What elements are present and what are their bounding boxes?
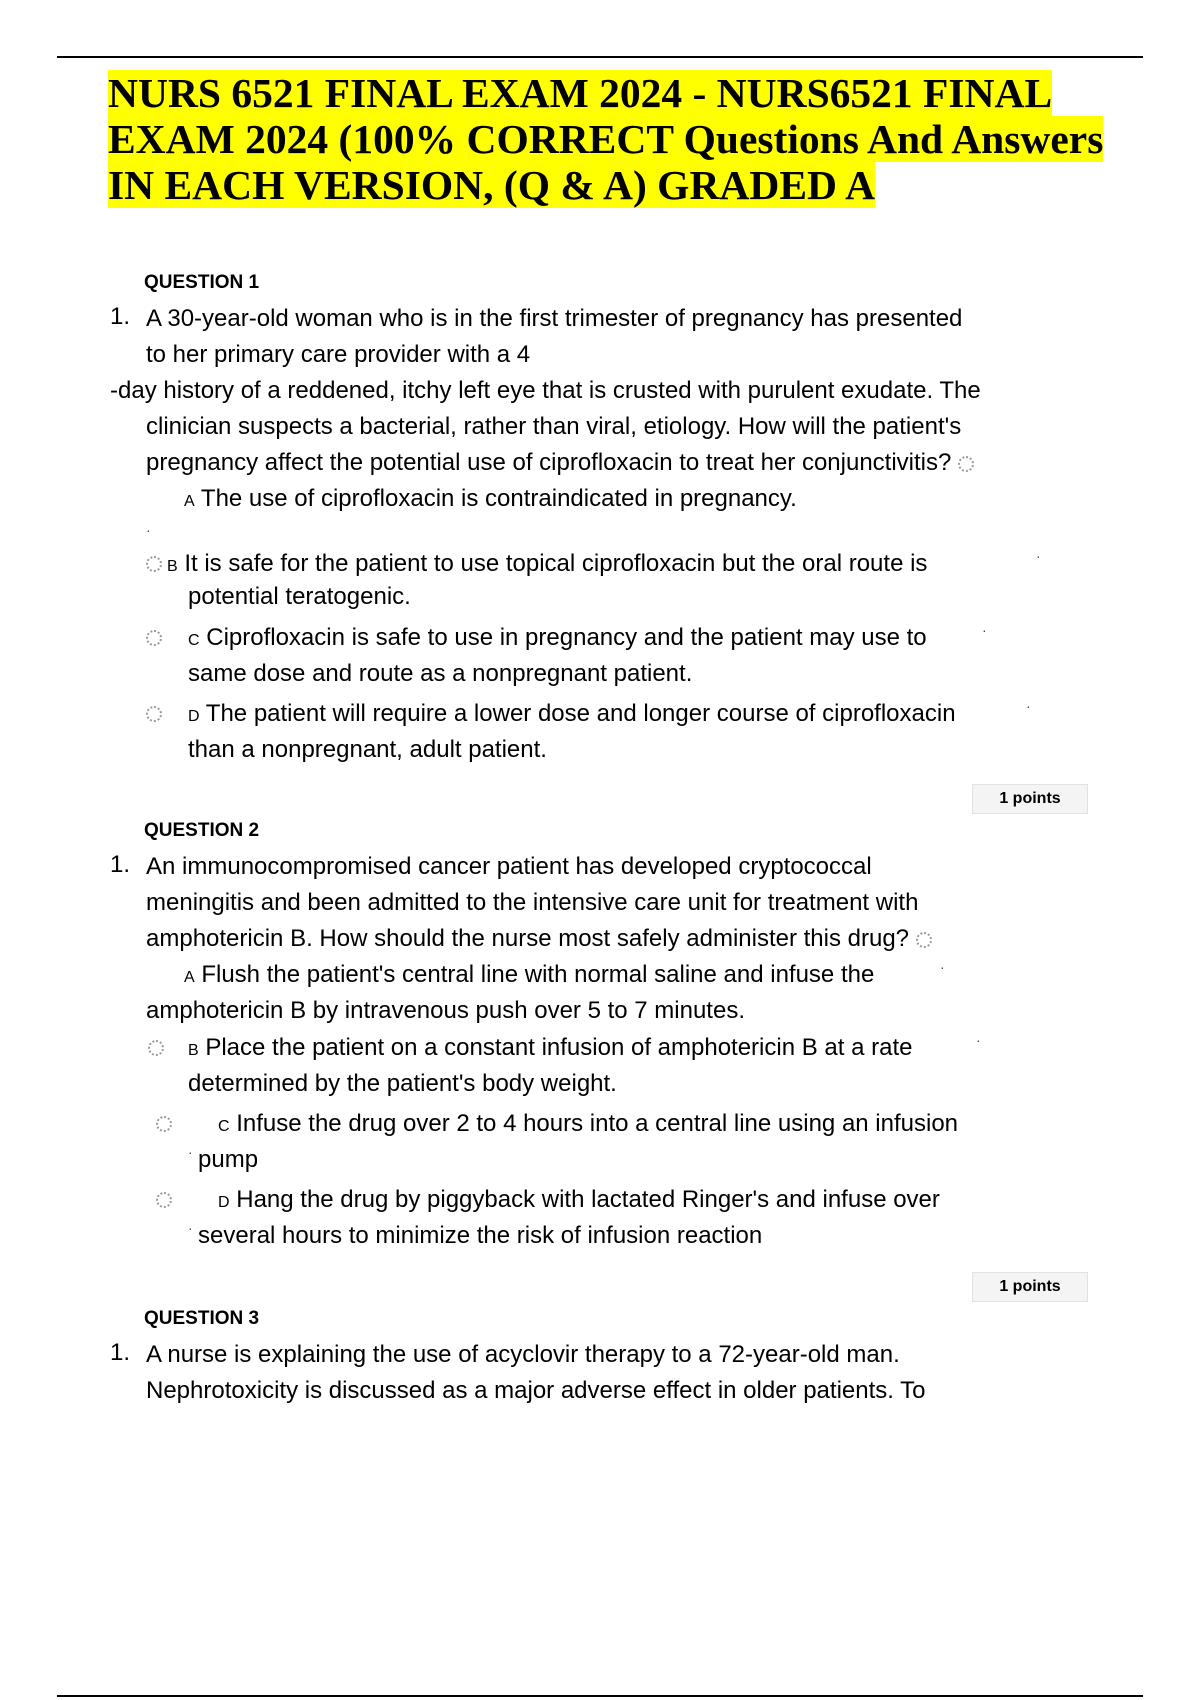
question-1-option-a[interactable] (184, 481, 797, 520)
question-1-heading: QUESTION 1 (144, 272, 260, 293)
tick-mark: · (940, 959, 945, 975)
question-1-option-b-line-2: potential teratogenic. (188, 583, 411, 610)
question-2-option-c[interactable] (218, 1106, 958, 1145)
tick-mark: · (1036, 548, 1041, 564)
question-2-stem-line-3-text: amphotericin B. How should the nurse most safely administer this drug? (146, 925, 910, 952)
document-title (108, 70, 1118, 208)
option-text: The patient will require a lower dose and longer course of ciprofloxacin (205, 700, 956, 727)
option-letter: D (188, 708, 200, 725)
option-text: Ciprofloxacin is safe to use in pregnancy and the patient may use to (206, 624, 927, 651)
question-1-stem-line-4: clinician suspects a bacterial, rather than viral, etiology. How will the patient's (146, 413, 962, 440)
question-1-option-d-line-2: than a nonpregnant, adult patient. (188, 736, 547, 763)
tick-mark: · (1026, 698, 1031, 714)
title-line-1: NURS 6521 FINAL EXAM 2024 - NURS6521 FINAL (108, 70, 1053, 116)
option-text: Place the patient on a constant infusion of amphotericin B at a rate (205, 1034, 913, 1061)
question-3-stem-line-1: A nurse is explaining the use of acyclovir therapy to a 72-year-old man. (146, 1341, 900, 1368)
bottom-rule (57, 1695, 1143, 1697)
question-2-points-badge: 1 points (972, 1272, 1088, 1302)
question-2-option-a-line-2: amphotericin B by intravenous push over 5 to 7 minutes. (146, 997, 745, 1024)
question-2-option-a[interactable] (184, 957, 874, 996)
question-1-option-d[interactable] (188, 696, 956, 735)
question-2-stem-line-3 (146, 921, 938, 957)
question-1-points-badge: 1 points (972, 784, 1088, 814)
tick-mark: · (976, 1032, 981, 1048)
radio-q1-a[interactable] (958, 456, 974, 472)
option-text: Hang the drug by piggyback with lactated Ringer's and infuse over (236, 1186, 940, 1213)
question-1-option-c-line-2: same dose and route as a nonpregnant patient. (188, 660, 693, 687)
question-1-number: 1. (110, 303, 131, 330)
title-line-3: IN EACH VERSION, (Q & A) GRADED A (108, 162, 876, 208)
question-2-heading: QUESTION 2 (144, 820, 260, 841)
option-text: Infuse the drug over 2 to 4 hours into a central line using an infusion (236, 1110, 959, 1137)
radio-q2-b[interactable] (148, 1040, 164, 1056)
question-1-stem-line-5-text: pregnancy affect the potential use of ciprofloxacin to treat her conjunctivitis? (146, 449, 952, 476)
question-2-option-b[interactable] (188, 1030, 912, 1069)
radio-q2-c[interactable] (156, 1116, 172, 1132)
option-text: It is safe for the patient to use topical ciprofloxacin but the oral route is (184, 550, 928, 577)
option-letter: D (218, 1194, 230, 1211)
question-1-stem-line-1: A 30-year-old woman who is in the first trimester of pregnancy has presented (146, 305, 963, 332)
question-3-heading: QUESTION 3 (144, 1308, 260, 1329)
question-1-stem-line-3: -day history of a reddened, itchy left eye that is crusted with purulent exudate. The (110, 377, 981, 404)
option-letter: A (184, 493, 195, 510)
question-2-stem-line-1: An immunocompromised cancer patient has developed cryptococcal (146, 853, 872, 880)
option-letter: C (218, 1118, 230, 1135)
question-2-stem-line-2: meningitis and been admitted to the intensive care unit for treatment with (146, 889, 919, 916)
radio-q1-c[interactable] (146, 630, 162, 646)
option-letter: B (167, 558, 178, 575)
question-1-stem-line-2: to her primary care provider with a 4 (146, 341, 531, 368)
question-2-number: 1. (110, 851, 131, 878)
tick-mark: · (982, 622, 987, 638)
question-1-stem-line-5 (146, 445, 980, 481)
tick-mark: · (146, 522, 151, 538)
tick-mark: · (188, 1220, 193, 1236)
question-2-option-c-line-2: pump (198, 1146, 259, 1173)
top-rule (57, 56, 1143, 58)
tick-mark: · (188, 1144, 193, 1160)
option-text: The use of ciprofloxacin is contraindicated in pregnancy. (200, 485, 797, 512)
radio-q1-d[interactable] (146, 706, 162, 722)
radio-q2-a[interactable] (916, 932, 932, 948)
question-3-number: 1. (110, 1339, 131, 1366)
question-2-option-d[interactable] (218, 1182, 940, 1221)
option-letter: B (188, 1042, 199, 1059)
option-text: Flush the patient's central line with normal saline and infuse the (201, 961, 875, 988)
radio-q1-b[interactable] (146, 556, 162, 572)
question-2-option-b-line-2: determined by the patient's body weight. (188, 1070, 617, 1097)
question-3-stem-line-2: Nephrotoxicity is discussed as a major adverse effect in older patients. To (146, 1377, 926, 1404)
radio-q2-d[interactable] (156, 1192, 172, 1208)
option-letter: C (188, 632, 200, 649)
option-letter: A (184, 969, 195, 986)
question-1-option-c[interactable] (188, 620, 927, 659)
question-2-option-d-line-2: several hours to minimize the risk of infusion reaction (198, 1222, 763, 1249)
title-line-2: EXAM 2024 (100% CORRECT Questions And Answers (108, 116, 1104, 162)
